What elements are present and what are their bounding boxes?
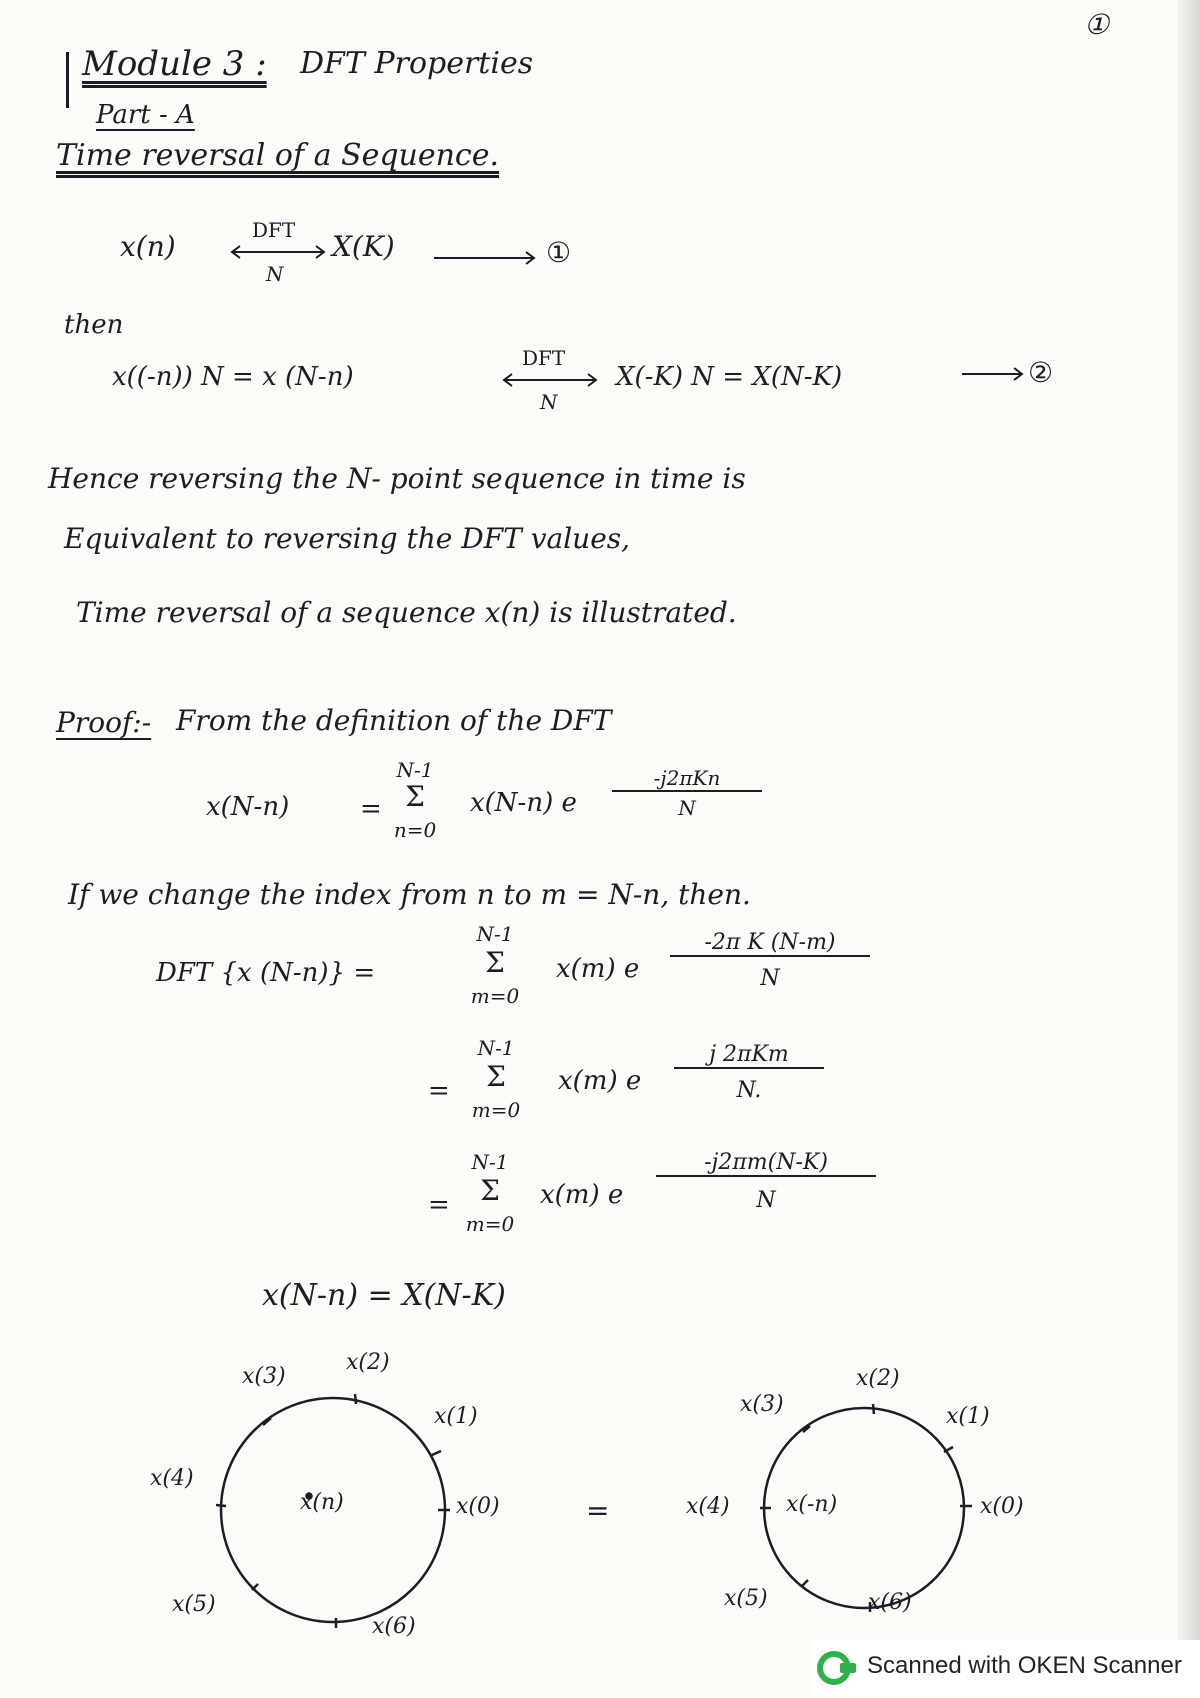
eq3-exp-num: j 2πKm	[674, 1042, 824, 1069]
pair2-op-top: DFT	[522, 346, 566, 370]
pair1-eqno: ①	[546, 236, 572, 269]
sigma-symbol: Σ	[405, 780, 425, 813]
eq1-lhs: x(N-n)	[206, 792, 290, 822]
scanner-footer	[812, 1640, 1200, 1698]
left-point-label: x(3)	[242, 1364, 286, 1389]
eq3-sum-top: N-1	[477, 1036, 515, 1060]
pair1-right: X(K)	[332, 230, 395, 263]
proof-result: x(N-n) = X(N-K)	[262, 1278, 506, 1313]
eq4-sum-top: N-1	[471, 1150, 509, 1174]
explanation-line-3: Time reversal of a sequence x(n) is illustrated.	[76, 596, 737, 629]
pair2-op-bottom: N	[540, 390, 558, 414]
right-point-label: x(0)	[980, 1494, 1024, 1519]
right-point-label: x(4)	[686, 1494, 730, 1519]
eq4-sum-bottom: m=0	[465, 1212, 515, 1236]
eq2-lhs: DFT {x (N-n)} =	[156, 958, 376, 988]
eq4-exp-den: N	[756, 1188, 776, 1213]
explanation-line-1: Hence reversing the N- point sequence in time is	[48, 462, 746, 495]
eq2-body: x(m) e	[556, 954, 640, 984]
eq1-exp-num: -j2πKn	[612, 766, 762, 792]
eq3-body: x(m) e	[558, 1066, 642, 1096]
left-point-label: x(6)	[372, 1614, 416, 1639]
pair2-eqno: ②	[1028, 356, 1054, 389]
change-index-line: If we change the index from n to m = N-n, then.	[68, 878, 751, 911]
right-point-label: x(5)	[724, 1586, 768, 1611]
eq1-sum-bottom: n=0	[393, 818, 437, 842]
diagram-equals: =	[586, 1494, 610, 1527]
section-title: Time reversal of a Sequence.	[56, 138, 500, 173]
right-point-label: x(2)	[856, 1366, 900, 1391]
left-point-label: x(4)	[150, 1466, 194, 1491]
topic-title: DFT Properties	[300, 46, 534, 81]
eq2-exp-den: N	[760, 966, 780, 991]
equals-sign: =	[428, 1190, 450, 1220]
left-center-label: x(n)	[300, 1490, 344, 1515]
right-point-label: x(1)	[946, 1404, 990, 1429]
right-point-label: x(6)	[868, 1590, 912, 1615]
proof-label: Proof:-	[56, 706, 152, 739]
module-title: Module 3 :	[82, 44, 267, 84]
pair2-left: x((-n)) N = x (N-n)	[112, 362, 354, 392]
eq2-exp-num: -2π K (N-m)	[670, 930, 870, 957]
left-point-label: x(1)	[434, 1404, 478, 1429]
eq2-sum-bottom: m=0	[470, 984, 520, 1008]
eq1-body: x(N-n) e	[470, 788, 577, 818]
eq2-sum-top: N-1	[476, 922, 514, 946]
eq4-exp-num: -j2πm(N-K)	[656, 1150, 876, 1177]
explanation-line-2: Equivalent to reversing the DFT values,	[64, 522, 631, 555]
right-point-label: x(3)	[740, 1392, 784, 1417]
then-word: then	[64, 310, 124, 340]
eq3-exp-den: N.	[736, 1078, 762, 1103]
eq3-sum-bottom: m=0	[471, 1098, 521, 1122]
pair2-right: X(-K) N = X(N-K)	[616, 362, 843, 392]
scanner-logo-icon	[816, 1650, 860, 1686]
page-number: ①	[1084, 8, 1110, 41]
eq4-body: x(m) e	[540, 1180, 624, 1210]
eq1-sum-top: N-1	[396, 758, 434, 782]
sigma-symbol: Σ	[485, 946, 505, 979]
equals-sign: =	[428, 1076, 450, 1106]
eq1-exp-den: N	[678, 796, 696, 820]
proof-intro: From the definition of the DFT	[176, 704, 612, 737]
pair1-op-bottom: N	[266, 262, 284, 286]
scanner-watermark-text: Scanned with OKEN Scanner	[867, 1652, 1182, 1679]
right-center-label: x(-n)	[786, 1492, 838, 1517]
pair1-left: x(n)	[120, 230, 176, 263]
sigma-symbol: Σ	[480, 1174, 500, 1207]
left-point-label: x(2)	[346, 1350, 390, 1375]
pair1-op-top: DFT	[252, 218, 296, 242]
equals-sign: =	[360, 794, 382, 824]
left-point-label: x(5)	[172, 1592, 216, 1617]
part-label: Part - A	[96, 100, 195, 130]
sigma-symbol: Σ	[486, 1060, 506, 1093]
left-point-label: x(0)	[456, 1494, 500, 1519]
